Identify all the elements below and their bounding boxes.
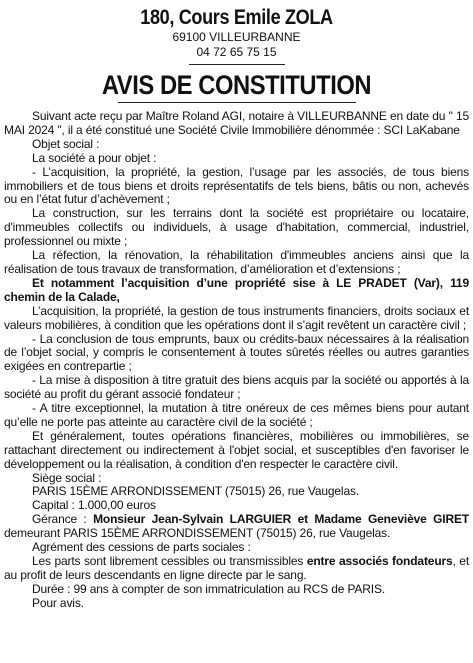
notice-paragraph-seat-heading: Siège social : xyxy=(32,470,102,485)
office-address-title: 180, Cours Emile ZOLA xyxy=(140,6,333,29)
notice-paragraph-construction: La construction, sur les terrains dont la société est propriétaire ou locataire, d'immeubles collectifs ou individuels, à usage d'habitation, commercial, industriel, professionnel ou mixte ; xyxy=(4,206,469,249)
management-address: demeurant PARIS 15ÈME ARRONDISSEMENT (75015) 26, rue Vaugelas. xyxy=(4,526,391,541)
notice-paragraph-free-use: - La mise à disposition à titre gratuit des biens acquis par la société ou apportés à la société au profit du gérant associé fondateur ; xyxy=(4,373,469,402)
notice-paragraph-financial: L’acquisition, la propriété, la gestion de tous instruments financiers, droits sociaux et valeurs mobilières, à condition que les opérations dont il s’agit revêtent un caractère civil ; xyxy=(4,303,469,332)
notice-paragraph-general: Et généralement, toutes opérations financières, mobilières ou immobilières, se rattachant directement ou indirectement à l'objet social, et susceptibles d'en favoriser le développement ou la réalisation, à condition d'en respecter le caractère civil. xyxy=(4,428,469,471)
notice-paragraph-renovation: La réfection, la rénovation, la réhabilitation d'immeubles anciens ainsi que la réalisation de tous travaux de transformation, d’amélioration et d’extensions ; xyxy=(4,248,469,276)
management-names: Monsieur Jean-Sylvain LARGUIER et Madame Geneviève GIRET xyxy=(93,512,469,527)
shares-text-start: Les parts sont librement cessibles ou transmissibles xyxy=(32,554,307,568)
notice-paragraph-property: Et notamment l’acquisition d’une propriété sise à LE PRADET (Var), 119 chemin de la Calade, xyxy=(4,275,469,304)
notice-paragraph-seat-address: PARIS 15ÈME ARRONDISSEMENT (75015) 26, rue Vaugelas. xyxy=(32,484,360,499)
notice-paragraph-object-intro: La société a pour objet : xyxy=(32,150,157,165)
header-divider xyxy=(189,64,285,65)
notice-paragraph-closing: Pour avis. xyxy=(32,595,84,610)
shares-founders: entre associés fondateurs xyxy=(306,554,453,568)
notice-paragraph-management xyxy=(4,513,469,541)
notice-paragraph-duration: Durée : 99 ans à compter de son immatriculation au RCS de PARIS. xyxy=(32,581,386,596)
management-label: Gérance : xyxy=(32,512,94,527)
notice-body xyxy=(4,110,469,611)
shares-text-end: , et au profit de leurs descendants en ligne directe par le sang. xyxy=(4,554,469,582)
notice-paragraph-transfer: - A titre exceptionnel, la mutation à titre onéreux de ces mêmes biens pour autant qu’elle ne porte pas atteinte au caractère civil de la société ; xyxy=(4,401,469,429)
title-underline xyxy=(118,102,356,103)
notice-paragraph-approval-heading: Agrément des cessions de parts sociales : xyxy=(32,540,251,555)
notice-paragraph-acquisition: - L’acquisition, la propriété, la gestion, l’usage par les associés, de tous biens immobiliers et de tous biens et droits représentatifs de tels biens, bâtis ou non, achevés ou en l’état futur d’achèvement ; xyxy=(4,164,469,207)
notice-paragraph-capital: Capital : 1.000,00 euros xyxy=(32,498,156,513)
notice-paragraph-shares xyxy=(4,555,469,583)
notice-title: AVIS DE CONSTITUTION xyxy=(101,70,372,100)
notice-paragraph-object-heading: Objet social : xyxy=(32,136,100,151)
notice-paragraph-deed: Suivant acte reçu par Maître Roland AGI, notaire à VILLEURBANNE en date du " 15 MAI 2024 ", il a été constitué une Société Civile Immobilière dénommée : SCI LaKabane xyxy=(4,109,469,137)
office-phone: 04 72 65 75 15 xyxy=(196,45,277,59)
office-city-line: 69100 VILLEURBANNE xyxy=(172,30,301,44)
notice-paragraph-loans: - La conclusion de tous emprunts, baux ou crédits-baux nécessaires à la réalisation de l’objet social, y compris le consentement à toutes sûretés réelles ou autres garanties exigées en contrepartie ; xyxy=(4,331,469,374)
